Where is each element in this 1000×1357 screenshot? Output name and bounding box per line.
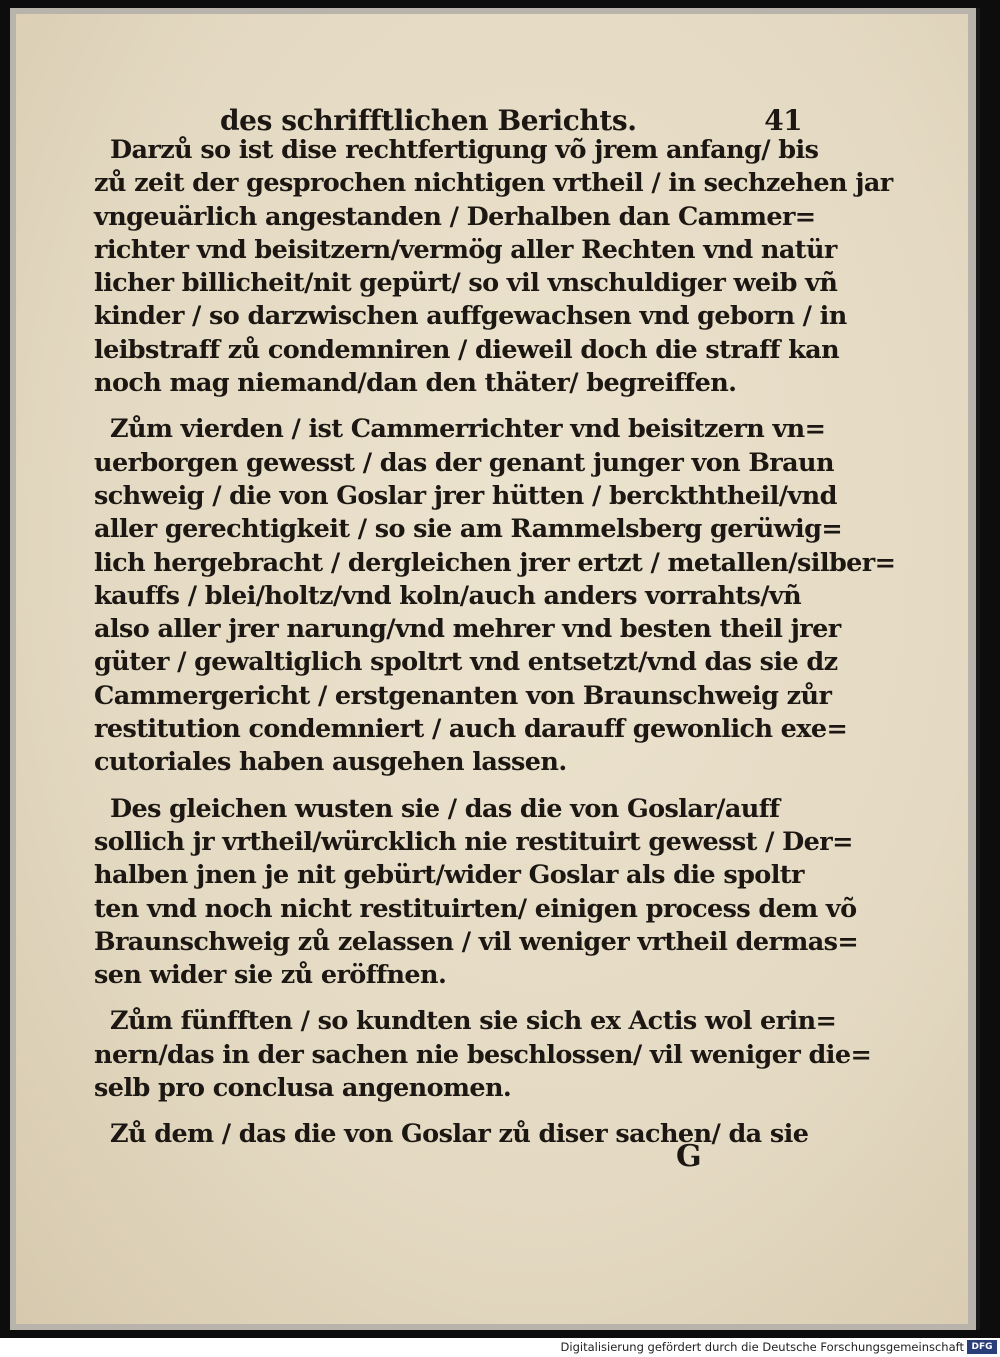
running-head: des schrifftlichen Berichts. [220,104,637,137]
folio-number: 41 [764,104,802,137]
book-page [16,14,968,1324]
paragraph [94,793,859,993]
text-line: güter / gewaltiglich spoltrt vnd entsetzt/vnd das sie dz [94,647,838,678]
text-line: zů zeit der gesprochen nichtigen vrtheil / in sechzehen jar [94,168,893,199]
text-line: Zům vierden / ist Cammerrichter vnd beisitzern vn= [110,414,826,445]
text-line: restitution condemniert / auch darauff gewonlich exe= [94,714,848,745]
text-line: Darzů so ist dise rechtfertigung võ jrem anfang/ bis [110,135,819,165]
text-line: licher billicheit/nit gepürt/ so vil vnschuldiger weib vñ [94,268,838,299]
text-line: richter vnd beisitzern/vermög aller Rechten vnd natür [94,234,837,265]
text-line: sen wider sie zů eröffnen. [94,960,447,991]
text-line: Zům fünfften / so kundten sie sich ex Actis wol erin= [110,1006,837,1037]
body-text [94,134,896,1152]
footer-bar [0,1338,1000,1357]
text-line: schweig / die von Goslar jrer hütten / berckththeil/vnd [94,480,837,511]
dfg-credit-text: Digitalisierung gefördert durch die Deutsche Forschungsgemeinschaft [560,1340,964,1354]
paragraph [94,134,893,400]
paragraph [94,413,896,779]
text-line: kinder / so darzwischen auffgewachsen vnd geborn / in [94,301,847,332]
text-line: sollich jr vrtheil/würcklich nie restituirt gewesst / Der= [94,826,853,857]
text-line: ten vnd noch nicht restituirten/ einigen process dem võ [94,893,857,924]
text-line: noch mag niemand/dan den thäter/ begreiffen. [94,368,737,399]
text-line: Zů dem / das die von Goslar zů diser sachen/ da sie [110,1119,809,1150]
text-line: selb pro conclusa angenomen. [94,1073,512,1104]
text-line: aller gerechtigkeit / so sie am Rammelsberg gerüwig= [94,514,843,545]
text-line: nern/das in der sachen nie beschlossen/ vil weniger die= [94,1039,872,1070]
text-line: Des gleichen wusten sie / das die von Goslar/auff [110,793,780,824]
dfg-logo: DFG [967,1340,997,1354]
text-line: Braunschweig zů zelassen / vil weniger vrtheil dermas= [94,926,859,957]
text-line: leibstraff zů condemniren / dieweil doch die straff kan [94,334,840,365]
text-line: halben jnen je nit gebürt/wider Goslar als die spoltr [94,860,804,891]
text-line: Cammergericht / erstgenanten von Braunschweig zůr [94,680,832,711]
text-line: cutoriales haben ausgehen lassen. [94,747,567,778]
text-line: also aller jrer narung/vnd mehrer vnd besten theil jrer [94,614,841,645]
paragraph [94,1005,872,1105]
text-line: kauffs / blei/holtz/vnd koln/auch anders vorrahts/vñ [94,580,802,611]
text-line: vngeuärlich angestanden / Derhalben dan Cammer= [94,201,816,232]
catchword: G [676,1139,702,1174]
text-line: uerborgen gewesst / das der genant junger von Braun [94,447,834,478]
text-line: lich hergebracht / dergleichen jrer ertzt / metallen/silber= [94,547,896,578]
